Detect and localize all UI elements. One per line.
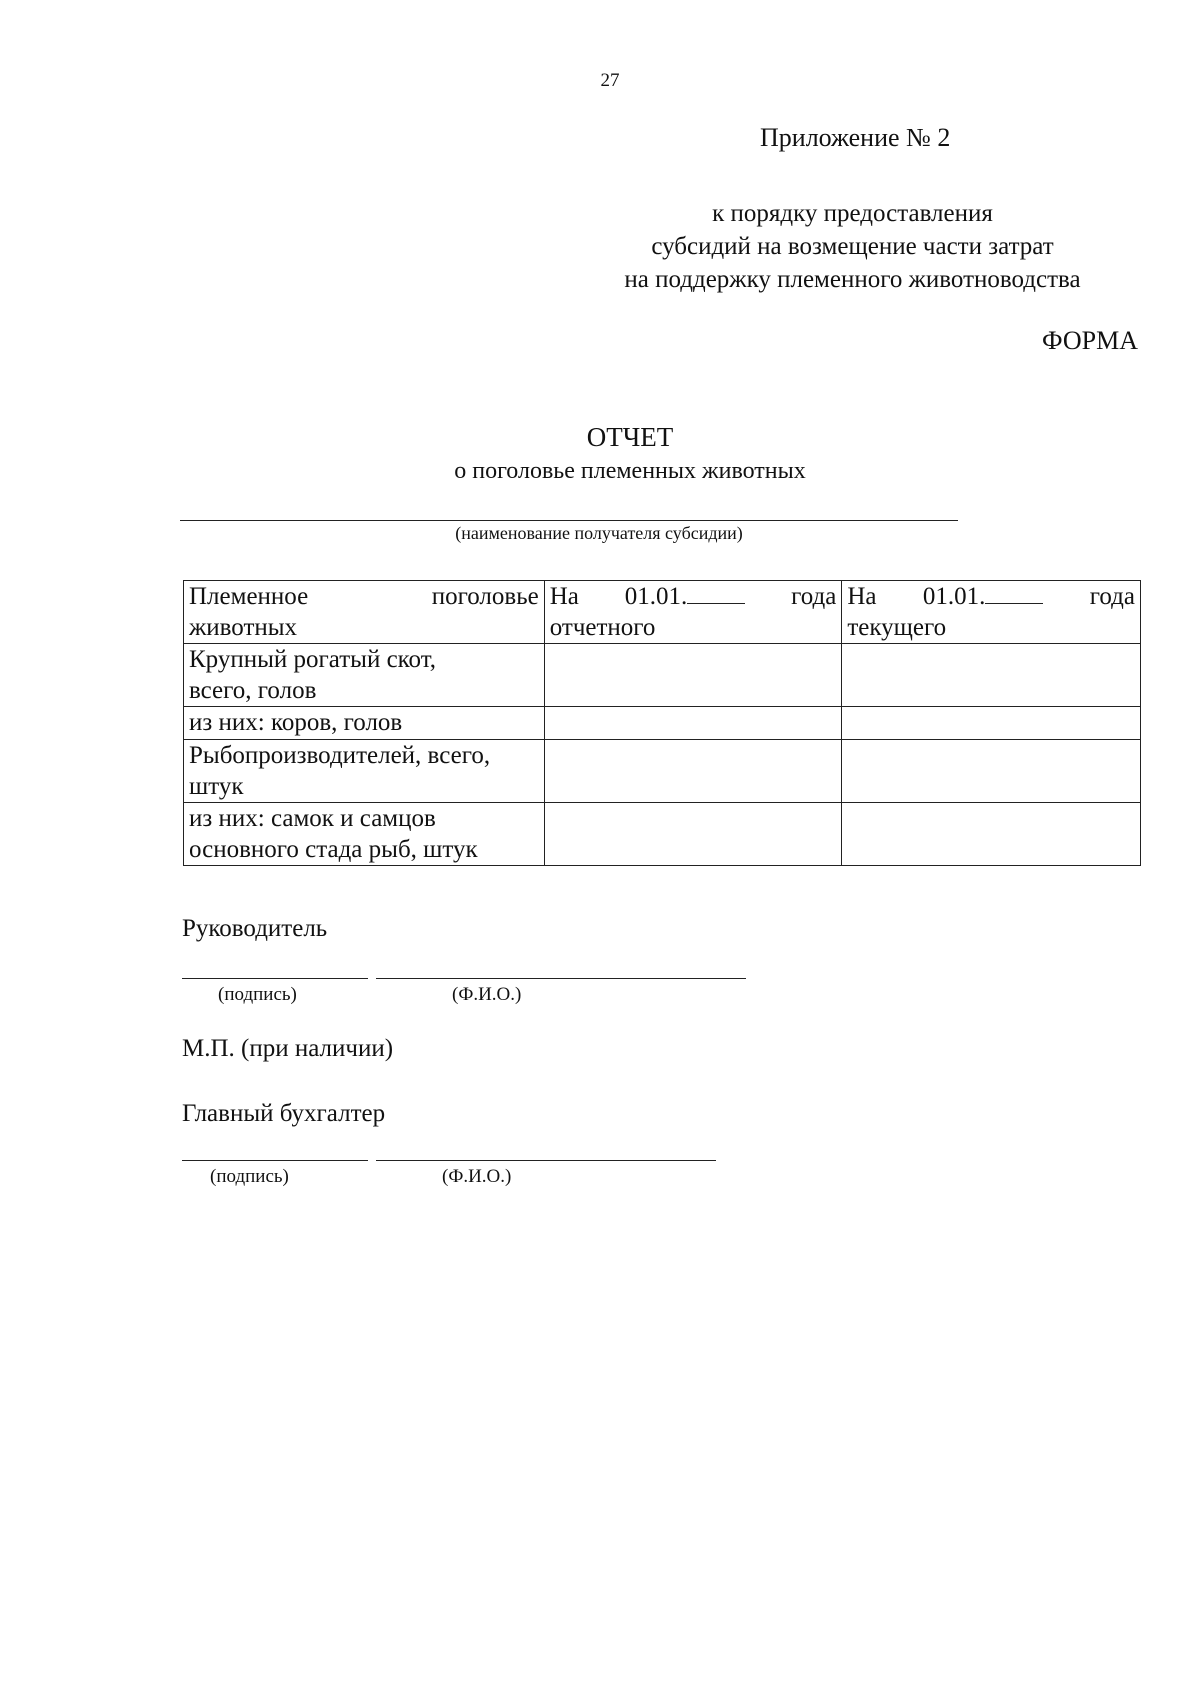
- header-text: поголовье: [431, 583, 539, 610]
- header-text: животных: [189, 614, 298, 641]
- value-cell-reporting[interactable]: [544, 740, 842, 803]
- head-signature-line[interactable]: [182, 978, 368, 979]
- row-label-text: из них: самок и самцов основного стада рыб, штук: [189, 805, 478, 863]
- table-row: [184, 644, 1141, 707]
- appendix-subtitle-line: на поддержку племенного животноводства: [624, 266, 1081, 293]
- accountant-label: Главный бухгалтер: [182, 1100, 386, 1127]
- report-title: ОТЧЕТ: [586, 422, 674, 452]
- accountant-name-caption: (Ф.И.О.): [442, 1166, 512, 1187]
- row-label-text: Крупный рогатый скот, всего, голов: [189, 646, 437, 704]
- row-label-text: из них: коров, голов: [189, 709, 403, 736]
- report-subtitle: о поголовье племенных животных: [454, 458, 806, 484]
- row-label: [184, 740, 545, 803]
- row-label-text: Рыбопроизводителей, всего, штук: [189, 742, 491, 800]
- header-text: года: [791, 583, 837, 610]
- year-blank-field[interactable]: [687, 581, 745, 604]
- table-header-row: [184, 581, 1141, 644]
- header-cell-current-year: [842, 581, 1141, 644]
- table-row: [184, 803, 1141, 866]
- year-blank-field[interactable]: [985, 581, 1043, 604]
- appendix-subtitle: [580, 197, 1125, 296]
- head-name-caption: (Ф.И.О.): [452, 984, 522, 1005]
- header-cell-reporting-year: [544, 581, 842, 644]
- header-text: На: [847, 583, 877, 610]
- value-cell-reporting[interactable]: [544, 644, 842, 707]
- row-label: [184, 803, 545, 866]
- header-text: текущего: [847, 614, 947, 641]
- head-signature-caption: (подпись): [218, 984, 297, 1005]
- accountant-signature-caption: (подпись): [210, 1166, 289, 1187]
- table-row: [184, 707, 1141, 740]
- recipient-name-line[interactable]: [180, 520, 958, 521]
- header-text: Племенное: [189, 583, 309, 610]
- accountant-signature-line[interactable]: [182, 1160, 368, 1161]
- header-text: отчетного: [549, 614, 656, 641]
- header-cell-livestock: [184, 581, 545, 644]
- page-number: 27: [600, 70, 620, 91]
- head-name-line[interactable]: [376, 978, 746, 979]
- livestock-table: [183, 580, 1141, 866]
- header-text: На: [549, 583, 579, 610]
- appendix-subtitle-line: субсидий на возмещение части затрат: [651, 233, 1054, 260]
- form-label: ФОРМА: [1042, 326, 1138, 355]
- appendix-title: Приложение № 2: [760, 123, 951, 152]
- row-label: [184, 644, 545, 707]
- value-cell-current[interactable]: [842, 803, 1141, 866]
- accountant-name-line[interactable]: [376, 1160, 716, 1161]
- header-text: 01.01.: [624, 583, 688, 610]
- stamp-label: М.П. (при наличии): [182, 1035, 394, 1062]
- header-text: 01.01.: [922, 583, 986, 610]
- value-cell-current[interactable]: [842, 740, 1141, 803]
- value-cell-reporting[interactable]: [544, 803, 842, 866]
- appendix-subtitle-line: к порядку предоставления: [712, 200, 993, 227]
- value-cell-reporting[interactable]: [544, 707, 842, 740]
- row-label: [184, 707, 545, 740]
- value-cell-current[interactable]: [842, 644, 1141, 707]
- table-row: [184, 740, 1141, 803]
- recipient-caption: (наименование получателя субсидии): [455, 523, 743, 543]
- head-label: Руководитель: [182, 915, 328, 942]
- value-cell-current[interactable]: [842, 707, 1141, 740]
- header-text: года: [1089, 583, 1135, 610]
